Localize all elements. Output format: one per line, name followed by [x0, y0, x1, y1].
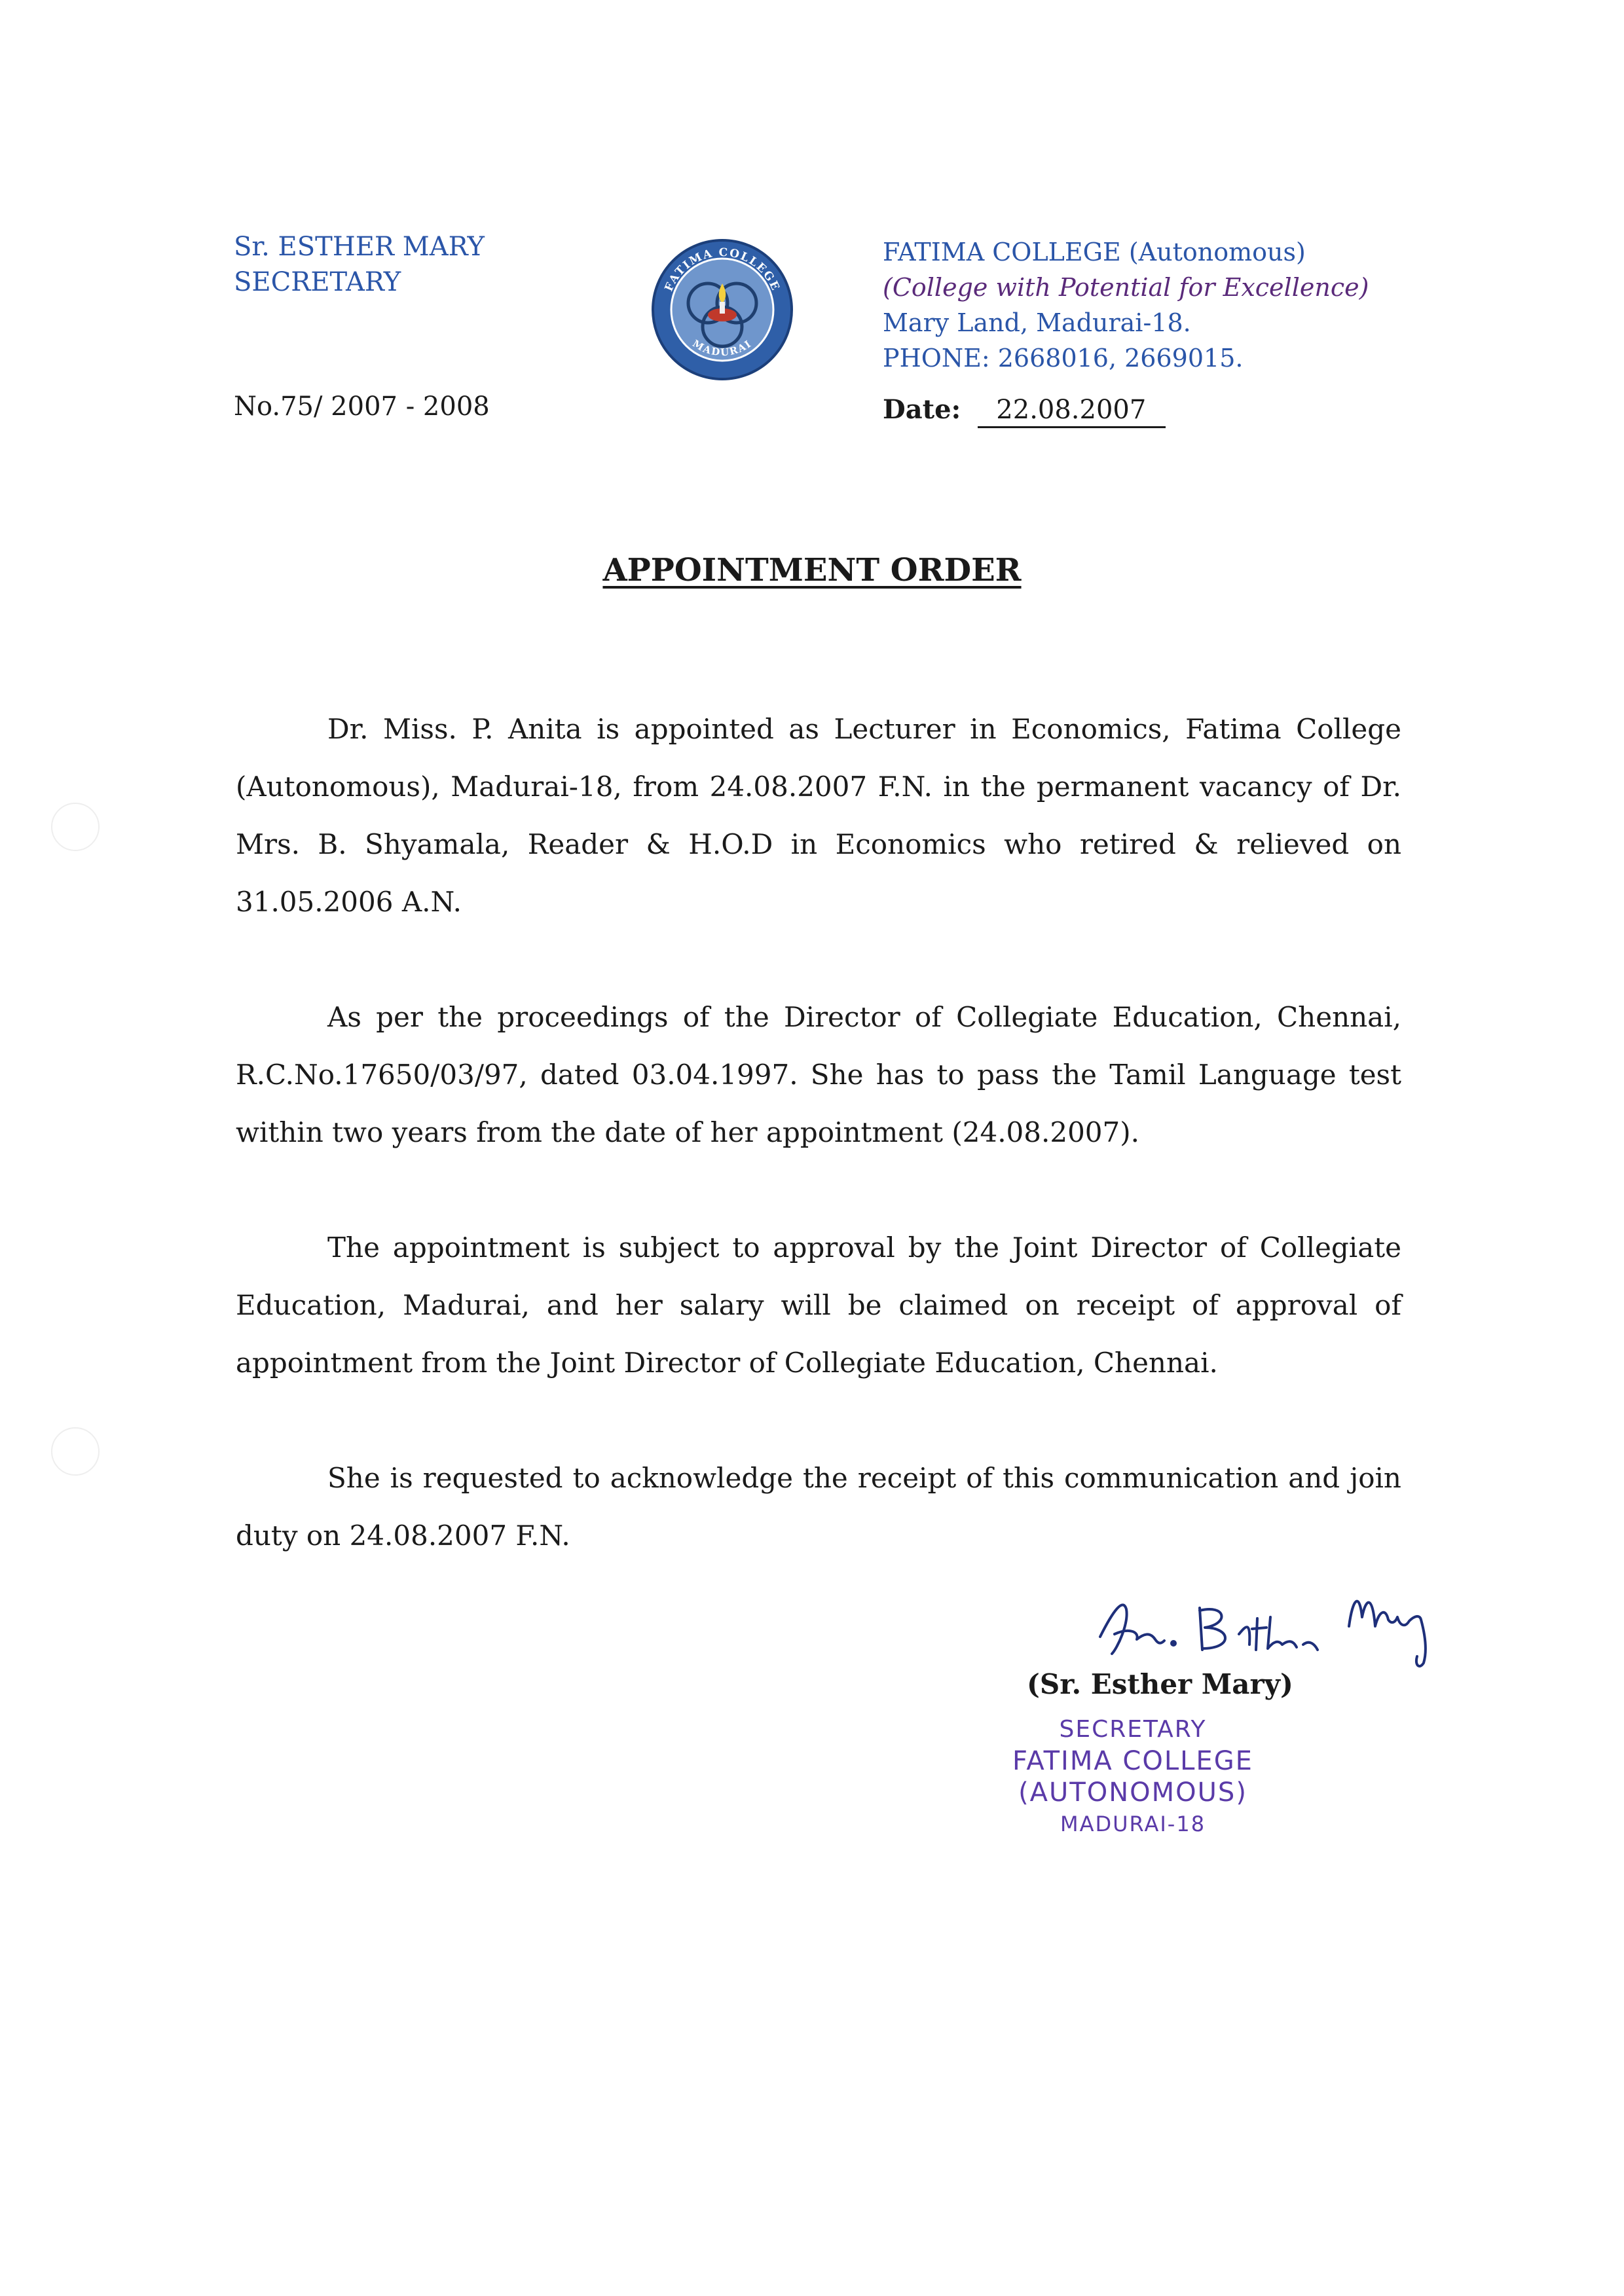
sender-block [234, 229, 485, 300]
handwritten-signature [1074, 1571, 1519, 1676]
reference-number: No.75/ 2007 - 2008 [234, 392, 490, 422]
stamp-line-3: MADURAI-18 [1060, 1812, 1206, 1836]
stamp-line-1: SECRETARY [1059, 1716, 1207, 1743]
sender-title: SECRETARY [234, 267, 401, 297]
college-seal-logo [650, 238, 794, 382]
paragraph-language-test: As per the proceedings of the Director of Collegiate Education, Chennai, R.C.No.17650/03/97, dated 03.04.1997. She has to pass the Tamil Language test within two years from the date of her appointment (24.08.2007). [236, 1001, 1401, 1148]
seal-bottom-text: MADURAI [690, 337, 754, 359]
sender-name: Sr. ESTHER MARY [234, 232, 485, 262]
college-name: FATIMA COLLEGE (Autonomous) [883, 238, 1306, 266]
document-title [0, 552, 1624, 589]
date-label: Date: [883, 394, 961, 425]
signer-name: (Sr. Esther Mary) [1027, 1668, 1293, 1700]
date-row [883, 394, 1166, 428]
punch-hole-bottom [51, 1427, 100, 1476]
punch-hole-top [51, 803, 100, 851]
paragraph-acknowledge: She is requested to acknowledge the receipt of this communication and join duty on 24.08.2007 F.N. [236, 1462, 1401, 1552]
document-title-text: APPOINTMENT ORDER [602, 552, 1022, 589]
date-value: 22.08.2007 [978, 395, 1166, 428]
stamp-line-2: FATIMA COLLEGE (AUTONOMOUS) [1012, 1746, 1253, 1808]
paragraph-approval: The appointment is subject to approval by the Joint Director of Collegiate Education, Madurai, and her salary will be claimed on receipt of approval of appointment from the Joint Director of Collegiate Education, Chennai. [236, 1231, 1401, 1379]
paragraph-appointment: Dr. Miss. P. Anita is appointed as Lecturer in Economics, Fatima College (Autonomous), Madurai-18, from 24.08.2007 F.N. in the permanent vacancy of Dr. Mrs. B. Shyamala, Reader & H.O.D in Economics who retired & relieved on 31.05.2006 A.N. [236, 713, 1401, 918]
college-address: Mary Land, Madurai-18. [883, 308, 1191, 337]
college-phone: PHONE: 2668016, 2669015. [883, 344, 1244, 373]
seal-top-text: FATIMA COLLEGE [662, 246, 783, 294]
college-block [883, 234, 1369, 376]
office-stamp [904, 1714, 1362, 1840]
college-tagline: (College with Potential for Excellence) [883, 273, 1369, 302]
